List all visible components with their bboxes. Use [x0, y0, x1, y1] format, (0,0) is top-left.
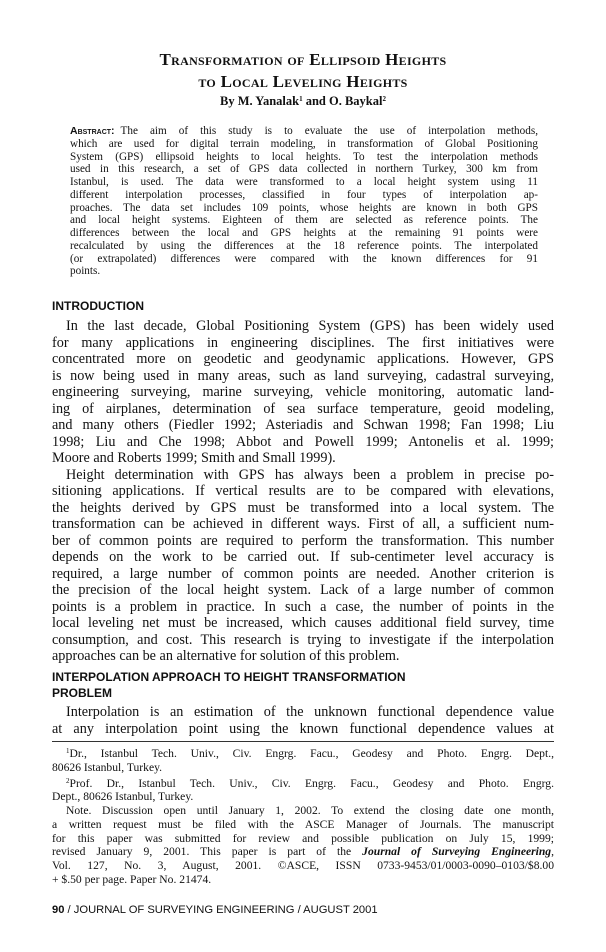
- abstract-label: Abstract:: [70, 125, 115, 137]
- footnote-line: [52, 804, 554, 818]
- section-heading: [52, 298, 144, 314]
- paper-title-line-2: to Local Leveling Heights: [198, 72, 408, 91]
- footnote-text: 80626 Istanbul, Turkey.: [52, 760, 163, 774]
- abstract-text: (or extrapolated) differences were compared with the known differences for 91: [70, 252, 538, 265]
- footnote-text: Prof. Dr., Istanbul Tech. Univ., Civ. Engrg. Facu., Geodesy and Photo. Engrg.: [69, 776, 554, 790]
- author-1: By M. Yanalak: [220, 94, 300, 108]
- footnote-marker: 1: [66, 747, 70, 755]
- page-number: 90: [52, 904, 65, 916]
- footnote-ref-2: 2: [382, 95, 386, 103]
- paragraph-line: transformation can be achieved in different ways. First of all, a sufficient num-: [52, 516, 554, 532]
- paragraph-line: is now being used in many areas, such as land surveying, cadastral surveying,: [52, 367, 554, 384]
- footnote-line: [52, 745, 554, 761]
- page-footer: [52, 904, 378, 916]
- paragraph-line: 1998; Liu and Che 1998; Abbot and Powell 1999; Antonelis et al. 1999;: [52, 433, 554, 450]
- journal-title: Journal of Surveying Engineering: [362, 845, 552, 859]
- abstract-line: [70, 189, 538, 202]
- abstract-line: [70, 253, 538, 266]
- abstract-text: used in this research, a set of GPS data collected in northern Turkey, 300 km from: [70, 163, 538, 176]
- paragraph-line: ber of common points are required to perform the transformation. This number: [52, 532, 554, 549]
- paragraph-line: and many others (Fiedler 1992; Asteriadis and Schwan 1998; Fan 1998; Liu: [52, 417, 554, 433]
- paragraph-line: sitioning applications. If vertical results are to be compared with elevations,: [52, 483, 554, 499]
- section-heading-line: INTERPOLATION APPROACH TO HEIGHT TRANSFORMATION: [52, 670, 406, 684]
- paragraph-line: Interpolation is an estimation of the unknown functional dependence value: [66, 704, 554, 720]
- footnote-text: Vol. 127, No. 3, August, 2001. ©ASCE, ISSN 0733-9453/01/0003-0090–0103/$8.00: [52, 859, 554, 872]
- paragraph-line: the heights derived by GPS must be transformed into a local system. The: [52, 499, 554, 516]
- paragraph-line: depends on the work to be carried out. If sub-centimeter level accuracy is: [52, 549, 554, 565]
- footnote-line: [52, 818, 554, 832]
- abstract-line: [70, 125, 538, 138]
- abstract-line: [70, 240, 538, 253]
- footnote-line: [52, 832, 554, 846]
- abstract-text: points.: [70, 265, 101, 278]
- paragraph-line: local leveling net must be increased, which causes additional field survey, time: [52, 615, 554, 631]
- paragraph: [52, 467, 554, 665]
- abstract-line: [70, 151, 538, 164]
- paragraph-line: points is a problem in practice. In such a case, the number of points in the: [52, 598, 554, 615]
- section-body: [52, 318, 554, 665]
- abstract-line: [70, 176, 538, 189]
- abstract-text: System (GPS) ellipsoid heights to local heights. To test the interpolation methods: [70, 150, 538, 163]
- paragraph-line: consumption, and cost. This research is trying to investigate if the interpolation: [52, 631, 554, 648]
- footnote-ref-1: 1: [299, 95, 303, 103]
- abstract-text: different interpolation processes, classified in four types of interpolation ap-: [70, 188, 538, 201]
- footnote-line: [52, 873, 554, 887]
- footnote-divider: [52, 741, 554, 742]
- paragraph-line: Moore and Roberts 1999; Smith and Small 1999).: [52, 450, 336, 466]
- paragraph-line: engineering surveying, marine surveying, vehicle monitoring, automatic land-: [52, 384, 554, 400]
- abstract-text: which are used for digital terrain modeling, in transformation of Global Positioning: [70, 137, 538, 150]
- abstract-line: [70, 214, 538, 227]
- abstract-text: The aim of this study is to evaluate the use of interpolation methods,: [120, 125, 538, 137]
- section-body: [52, 704, 554, 737]
- abstract-line: [70, 227, 538, 240]
- footnote-text: revised January 9, 2001. This paper is part of the: [52, 845, 363, 859]
- abstract-text: and local height systems. Eighteen of them are selected as reference points. The: [70, 214, 538, 227]
- section-heading: [52, 669, 406, 701]
- abstract-line: [70, 265, 538, 278]
- footnote-text: for this paper was submitted for review and possible publication on July 15, 1999;: [52, 831, 554, 845]
- abstract-text: proaches. The data set includes 109 points, whose heights are known in both GPS: [70, 201, 538, 214]
- footnote-text: + $.50 per page. Paper No. 21474.: [52, 872, 212, 886]
- footnote-text: Note. Discussion open until January 1, 2002. To extend the closing date one month,: [66, 804, 554, 817]
- journal-running-footer: / JOURNAL OF SURVEYING ENGINEERING / AUGUST 2001: [64, 904, 378, 916]
- author-2: and O. Baykal: [302, 94, 383, 108]
- footnote-marker: 2: [66, 776, 70, 785]
- footnote-line: [52, 845, 554, 859]
- section-heading-line: INTRODUCTION: [52, 299, 144, 313]
- paragraph-line: the precision of the local height system. Lack of a large number of common: [52, 582, 554, 598]
- footnote-text: ,: [551, 845, 554, 859]
- paragraph: [52, 704, 554, 737]
- footnote-text: Dr., Istanbul Tech. Univ., Civ. Engrg. Facu., Geodesy and Photo. Engrg. Dept.,: [69, 747, 554, 760]
- paragraph-line: at any interpolation point using the known functional dependence values at: [52, 720, 554, 737]
- paragraph-line: ing of airplanes, determination of sea surface temperature, geoid modeling,: [52, 400, 554, 417]
- abstract-line: [70, 202, 538, 215]
- footnote-text: a written request must be filed with the ASCE Manager of Journals. The manuscript: [52, 817, 554, 831]
- author-line: [0, 94, 606, 109]
- abstract-text: recalculated by using the differences at the 18 reference points. The interpolated: [70, 239, 538, 252]
- footnote-line: [52, 859, 554, 873]
- abstract-text: Istanbul, is used. The data were transformed to a local height system using 11: [70, 176, 538, 188]
- abstract: [70, 125, 538, 278]
- footnote-line: [52, 790, 554, 804]
- abstract-line: [70, 138, 538, 151]
- footnote-text: Dept., 80626 Istanbul, Turkey.: [52, 790, 194, 804]
- abstract-line: [70, 163, 538, 176]
- paragraph: [52, 318, 554, 467]
- footnote-line: [52, 761, 554, 775]
- abstract-text: differences between the local and GPS heights at the remaining 91 points were: [70, 227, 538, 239]
- paragraph-line: for many applications in engineering disciplines. The first initiatives were: [52, 334, 554, 351]
- paragraph-line: concentrated more on geodetic and geodynamic applications. However, GPS: [52, 351, 554, 367]
- paragraph-line: required, a large number of common points are needed. Another criterion is: [52, 565, 554, 582]
- section-heading-line: PROBLEM: [52, 686, 112, 700]
- paper-title-line-1: Transformation of Ellipsoid Heights: [159, 50, 447, 69]
- footnotes: [52, 745, 554, 887]
- paragraph-line: In the last decade, Global Positioning System (GPS) has been widely used: [66, 318, 554, 334]
- paragraph-line: approaches can be an alternative for solution of this problem.: [52, 648, 400, 664]
- footnote-line: [52, 775, 554, 791]
- paragraph-line: Height determination with GPS has always been a problem in precise po-: [66, 466, 554, 483]
